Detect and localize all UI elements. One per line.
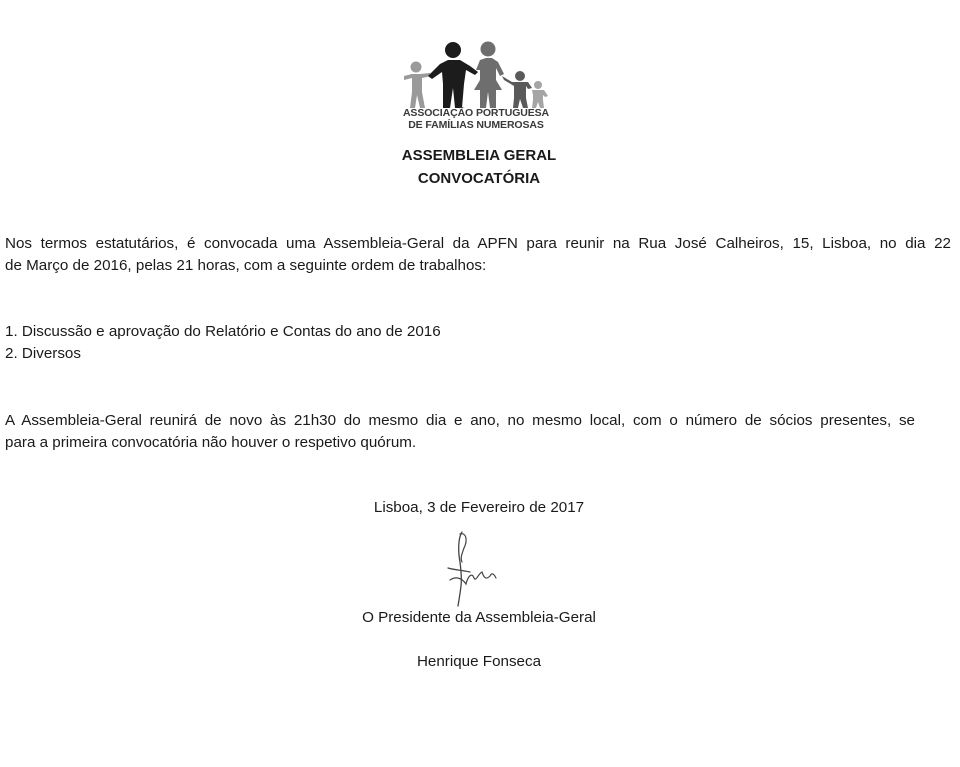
second-call-line-1: A Assembleia-Geral reunirá de novo às 21h30 do mesmo dia e ano, no mesmo local, com o número de sócios presentes, se — [5, 412, 915, 429]
apfn-logo — [398, 40, 554, 134]
logo-text-line1: ASSOCIAÇÃO PORTUGUESA — [402, 107, 550, 119]
intro-paragraph — [5, 233, 951, 277]
intro-line-2: de Março de 2016, pelas 21 horas, com a seguinte ordem de trabalhos: — [5, 257, 487, 274]
date-place: Lisboa, 3 de Fevereiro de 2017 — [373, 499, 585, 516]
logo-text-line2: DE FAMÍLIAS NUMEROSAS — [408, 119, 544, 131]
signatory-name: Henrique Fonseca — [416, 653, 542, 670]
agenda-item-2: 2. Diversos — [5, 345, 81, 362]
second-call-paragraph — [5, 410, 915, 454]
signatory-role: O Presidente da Assembleia-Geral — [362, 609, 596, 626]
intro-line-1: Nos termos estatutários, é convocada uma Assembleia-Geral da APFN para reunir na Rua José Calheiros, 15, Lisboa, no dia 22 — [5, 235, 951, 252]
heading-convocation: CONVOCATÓRIA — [417, 170, 541, 187]
second-call-line-2: para a primeira convocatória não houver o respetivo quórum. — [5, 434, 417, 451]
agenda-list — [5, 321, 951, 365]
family-figures-icon — [398, 40, 554, 108]
heading-assembly: ASSEMBLEIA GERAL — [401, 147, 557, 164]
agenda-item-1: 1. Discussão e aprovação do Relatório e Contas do ano de 2016 — [5, 323, 441, 340]
handwritten-signature — [440, 528, 500, 608]
